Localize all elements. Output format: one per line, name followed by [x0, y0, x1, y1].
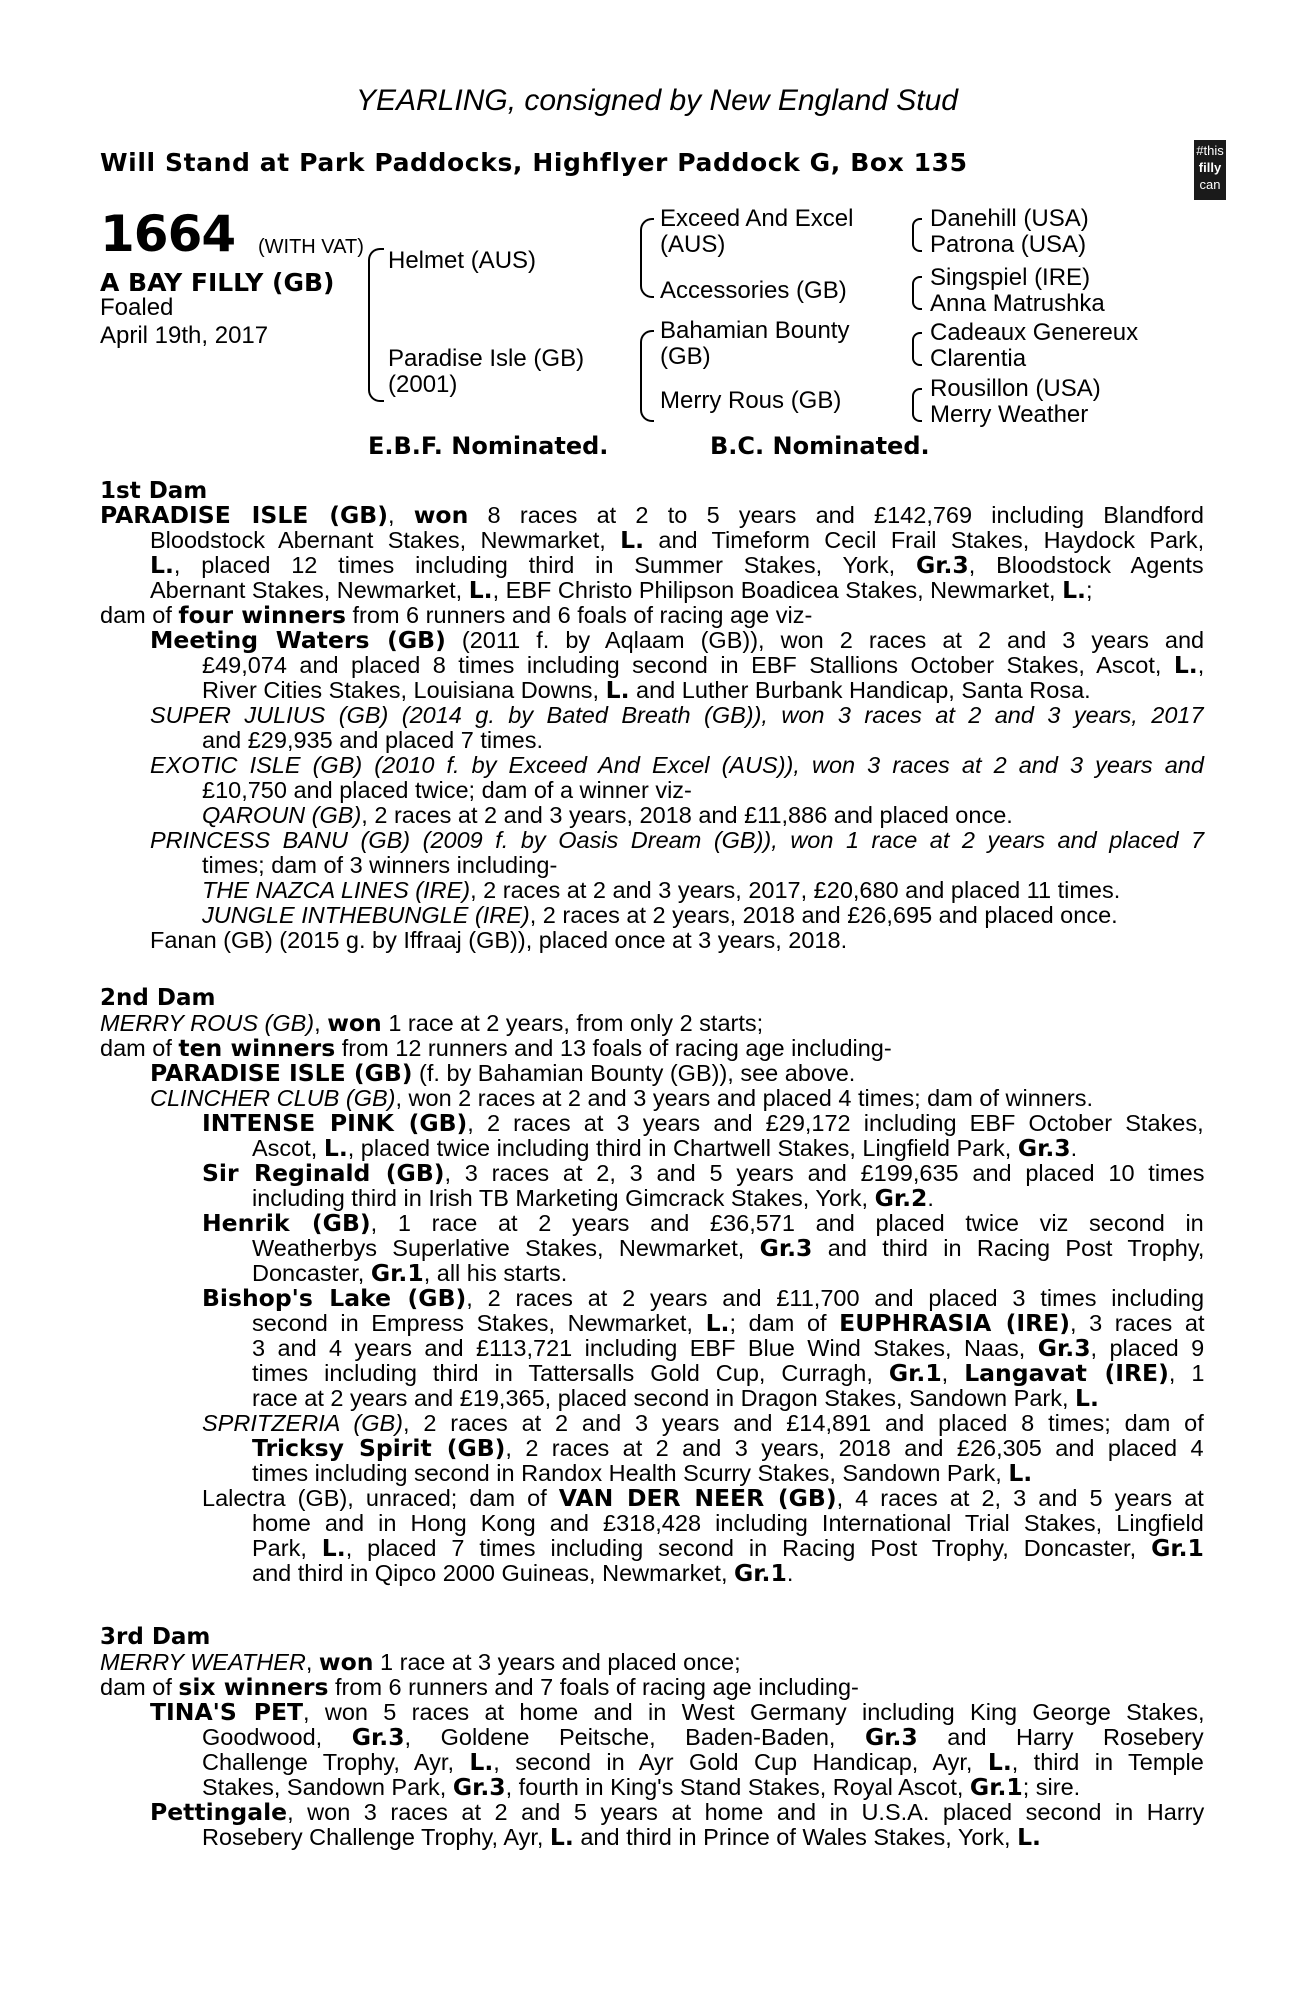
text-run: 1 race at 2 years, from only 2 starts;	[381, 1010, 764, 1036]
text-run: Ascot,	[252, 1135, 324, 1161]
pedigree-sss: Danehill (USA)	[930, 205, 1089, 232]
text-run: Pettingale	[150, 1798, 288, 1826]
text-run: and Luther Burbank Handicap, Santa Rosa.	[629, 677, 1091, 703]
text-run: Gr.3	[864, 1723, 918, 1751]
text-line	[202, 902, 1118, 928]
text-run: , 2 races at 2 and 3 years and £14,891 and placed 8 times; dam of	[402, 1410, 1204, 1436]
text-run: and third in Qipco 2000 Guineas, Newmarket,	[252, 1560, 735, 1586]
third-dam-heading: 3rd Dam	[100, 1624, 211, 1650]
text-run: Henrik (GB)	[202, 1209, 371, 1237]
text-line	[150, 552, 1204, 578]
pedigree-dss: Cadeaux Genereux	[930, 319, 1139, 346]
this-filly-can-logo	[1194, 140, 1226, 200]
text-line	[252, 1360, 1204, 1386]
text-run: MERRY ROUS (GB)	[100, 1010, 315, 1036]
text-run: , 2 races at 2 and 3 years, 2018 and £26,305 and placed 4	[505, 1435, 1204, 1461]
text-line	[202, 1485, 1204, 1511]
text-run: L.	[620, 526, 645, 554]
pedigree-sire-sire: Exceed And Excel	[660, 205, 854, 232]
text-line	[202, 1774, 1080, 1800]
text-line	[100, 1010, 763, 1036]
text-run: JUNGLE INTHEBUNGLE (IRE)	[202, 902, 530, 928]
text-line	[202, 852, 557, 878]
text-run: Meeting Waters (GB)	[150, 626, 446, 654]
text-line	[252, 1185, 934, 1211]
pedigree-dam-sire-country: (GB)	[660, 343, 711, 370]
pedigree-dds: Rousillon (USA)	[930, 375, 1101, 402]
text-line	[252, 1435, 1204, 1461]
text-line	[150, 827, 1204, 853]
text-run: L.	[468, 576, 493, 604]
text-run: , 4 races at 2, 3 and 5 years at	[836, 1485, 1204, 1511]
text-run: Gr.1	[734, 1559, 787, 1587]
text-run: Weatherbys Superlative Stakes, Newmarket,	[252, 1235, 760, 1261]
text-run: , won 2 races at 2 and 3 years and placed 4 times; dam of winners.	[395, 1085, 1094, 1111]
text-run: SUPER JULIUS (GB)	[150, 702, 389, 728]
text-run: Gr.3	[452, 1773, 506, 1801]
text-run: L.	[321, 1534, 346, 1562]
text-run: (2010 f. by Exceed And Excel (AUS)), won 3 races at 2 and 3 years and	[362, 752, 1204, 778]
text-run: Gr.2	[874, 1184, 928, 1212]
text-run: (2011 f. by Aqlaam (GB)), won 2 races at 2 and 3 years and	[445, 627, 1205, 653]
text-run: ,	[387, 502, 414, 528]
text-run: (f. by Bahamian Bounty (GB)), see above.	[412, 1060, 856, 1086]
text-run: (2014 g. by Bated Breath (GB)), won 3 races at 2 and 3 years, 2017	[388, 702, 1204, 728]
text-run: ;	[1085, 577, 1093, 603]
text-run: , second in Ayr Gold Cup Handicap, Ayr,	[493, 1749, 988, 1775]
text-run: ,	[1197, 652, 1205, 678]
text-run: Gr.3	[759, 1234, 813, 1262]
text-line	[202, 802, 1013, 828]
text-run: times including third in Tattersalls Gold Cup, Curragh,	[252, 1360, 889, 1386]
text-run: £49,074 and placed 8 times including second in EBF Stallions October Stakes, Ascot,	[202, 652, 1174, 678]
pedigree-sire: Helmet (AUS)	[388, 247, 537, 274]
pedigree-ddd: Merry Weather	[930, 401, 1089, 428]
text-run: ten winners	[178, 1034, 336, 1062]
text-line	[252, 1135, 1077, 1161]
text-run: Gr.3	[1017, 1134, 1071, 1162]
text-line	[202, 1410, 1204, 1436]
text-run: L.	[1008, 1459, 1033, 1487]
text-run: L.	[987, 1748, 1012, 1776]
text-line	[150, 927, 847, 953]
text-run: second in Empress Stakes, Newmarket,	[252, 1310, 706, 1336]
text-line	[100, 1035, 892, 1061]
text-run: L.	[323, 1134, 348, 1162]
text-run: PRINCESS BANU (GB)	[150, 827, 411, 853]
pedigree-bracket-dam	[640, 330, 654, 422]
text-run: L.	[1075, 1384, 1099, 1412]
text-run: SPRITZERIA (GB)	[202, 1410, 403, 1436]
pedigree-bracket-sd	[912, 276, 922, 310]
text-run: Goodwood,	[202, 1724, 352, 1750]
text-run: EXOTIC ISLE (GB)	[150, 752, 363, 778]
text-run: , won 5 races at home and in West Germany including King George Stakes,	[303, 1699, 1205, 1725]
text-run: and third in Racing Post Trophy,	[812, 1235, 1205, 1261]
text-run: EUPHRASIA (IRE)	[839, 1309, 1070, 1337]
text-run: and Timeform Cecil Frail Stakes, Haydock Park,	[644, 527, 1205, 553]
pedigree-dam-sire: Bahamian Bounty	[660, 317, 850, 344]
text-line	[100, 502, 1204, 528]
text-run: , 2 races at 2 years, 2018 and £26,695 and placed once.	[529, 902, 1118, 928]
text-line	[252, 1335, 1204, 1361]
pedigree-sire-sire-country: (AUS)	[660, 231, 726, 258]
text-line	[202, 777, 692, 803]
logo-text-1: #this	[1196, 143, 1224, 158]
foaled-date: April 19th, 2017	[100, 322, 269, 349]
text-line	[202, 1110, 1204, 1136]
first-dam-heading: 1st Dam	[100, 478, 208, 504]
text-run: Tricksy Spirit (GB)	[252, 1434, 506, 1462]
text-run: L.	[469, 1748, 494, 1776]
text-run: Sir Reginald (GB)	[202, 1159, 445, 1187]
text-run: .	[786, 1560, 794, 1586]
text-run: ; dam of	[729, 1310, 840, 1336]
text-run: Gr.1	[370, 1259, 424, 1287]
text-line	[150, 527, 1204, 553]
pedigree-ssd: Patrona (USA)	[930, 231, 1087, 258]
text-run: , placed twice including third in Chartwell Stakes, Lingfield Park,	[347, 1135, 1018, 1161]
text-run: from 6 runners and 7 foals of racing age including-	[328, 1674, 859, 1700]
pedigree-dsd: Clarentia	[930, 345, 1027, 372]
text-run: INTENSE PINK (GB)	[202, 1109, 468, 1137]
pedigree-bracket-dd	[912, 388, 922, 422]
text-run: Gr.1	[969, 1773, 1023, 1801]
text-run: , fourth in King's Stand Stakes, Royal Ascot,	[505, 1774, 970, 1800]
lot-number: 1664	[100, 205, 236, 263]
pedigree-sdd: Anna Matrushka	[930, 290, 1105, 317]
text-run: dam of	[100, 602, 179, 628]
foaled-label: Foaled	[100, 294, 174, 321]
pedigree-bracket-sire	[640, 218, 654, 298]
ebf-nomination: E.B.F. Nominated.	[368, 432, 609, 460]
text-run: River Cities Stakes, Louisiana Downs,	[202, 677, 606, 703]
text-run: L.	[1017, 1823, 1041, 1851]
text-run: home and in Hong Kong and £318,428 including International Trial Stakes, Lingfield	[252, 1510, 1204, 1536]
horse-description: A BAY FILLY (GB)	[100, 268, 335, 297]
text-run: THE NAZCA LINES (IRE)	[202, 877, 471, 903]
text-run: Bishop's Lake (GB)	[202, 1284, 467, 1312]
text-run: 1 race at 3 years and placed once;	[373, 1649, 741, 1675]
text-line	[202, 1749, 1204, 1775]
text-run: MERRY WEATHER	[100, 1649, 306, 1675]
text-run: , placed 12 times including third in Summer Stakes, York,	[173, 552, 916, 578]
text-run: PARADISE ISLE (GB)	[150, 1059, 413, 1087]
text-run: ,	[941, 1360, 965, 1386]
text-run: 3 and 4 years and £113,721 including EBF Blue Wind Stakes, Naas,	[252, 1335, 1038, 1361]
text-run: CLINCHER CLUB (GB)	[150, 1085, 396, 1111]
text-line	[202, 652, 1204, 678]
text-run: times; dam of 3 winners including-	[202, 852, 558, 878]
text-run: VAN DER NEER (GB)	[558, 1484, 837, 1512]
text-run: Langavat (IRE)	[964, 1359, 1169, 1387]
logo-text-3: can	[1199, 177, 1221, 192]
text-run: , 2 races at 2 and 3 years, 2018 and £11,886 and placed once.	[361, 802, 1013, 828]
stand-location: Will Stand at Park Paddocks, Highflyer Paddock G, Box 135	[100, 148, 968, 177]
text-run: , won 3 races at 2 and 5 years at home and in U.S.A. placed second in Harry	[287, 1799, 1205, 1825]
text-run: , 1	[1168, 1360, 1205, 1386]
text-line	[150, 1699, 1204, 1725]
bc-nomination: B.C. Nominated.	[710, 432, 930, 460]
pedigree-dam-dam: Merry Rous (GB)	[660, 387, 842, 414]
text-run: , 1 race at 2 years and £36,571 and placed twice viz second in	[370, 1210, 1204, 1236]
text-run: dam of	[100, 1674, 179, 1700]
text-run: six winners	[178, 1673, 329, 1701]
text-run: Doncaster,	[252, 1260, 371, 1286]
pedigree-bracket-ds	[912, 332, 922, 366]
text-line	[202, 1285, 1204, 1311]
text-run: including third in Irish TB Marketing Gimcrack Stakes, York,	[252, 1185, 875, 1211]
second-dam-heading: 2nd Dam	[100, 985, 216, 1011]
text-run: Gr.3	[915, 551, 969, 579]
text-line	[100, 1674, 859, 1700]
text-line	[202, 677, 1091, 703]
text-line	[252, 1385, 1099, 1411]
text-line	[202, 1160, 1204, 1186]
text-run: Stakes, Sandown Park,	[202, 1774, 453, 1800]
text-line	[100, 602, 812, 628]
text-run: Gr.1	[1151, 1534, 1204, 1562]
text-run: and £29,935 and placed 7 times.	[202, 727, 544, 753]
text-run: , Goldene Peitsche, Baden-Baden,	[404, 1724, 865, 1750]
text-run: L.	[150, 551, 174, 579]
text-line	[202, 1210, 1204, 1236]
pedigree-sds: Singspiel (IRE)	[930, 264, 1091, 291]
text-line	[150, 1799, 1204, 1825]
text-run: L.	[705, 1309, 730, 1337]
text-run: ,	[314, 1010, 328, 1036]
text-run: Fanan (GB) (2015 g. by Iffraaj (GB)), placed once at 3 years, 2018.	[150, 927, 848, 953]
pedigree-bracket-ss	[912, 218, 922, 252]
text-run: L.	[605, 676, 630, 704]
text-run: TINA'S PET	[150, 1698, 304, 1726]
text-run: Bloodstock Abernant Stakes, Newmarket,	[150, 527, 621, 553]
pedigree-dam-year: (2001)	[388, 371, 458, 398]
text-line	[252, 1235, 1204, 1261]
text-run: , placed 9	[1090, 1335, 1205, 1361]
text-run: from 6 runners and 6 foals of racing age viz-	[346, 602, 813, 628]
text-run: and third in Prince of Wales Stakes, York,	[573, 1824, 1018, 1850]
text-line	[252, 1510, 1204, 1536]
text-run: L.	[1173, 651, 1198, 679]
consignor-line: YEARLING, consigned by New England Stud	[355, 84, 958, 117]
text-run: , EBF Christo Philipson Boadicea Stakes, Newmarket,	[492, 577, 1063, 603]
text-line	[150, 752, 1204, 778]
text-run: won	[318, 1648, 374, 1676]
text-line	[100, 1649, 741, 1675]
text-run: won	[413, 501, 469, 529]
text-run: Gr.1	[888, 1359, 942, 1387]
text-run: L.	[549, 1823, 574, 1851]
pedigree-bracket-main	[368, 248, 384, 402]
text-run: and Harry Rosebery	[917, 1724, 1204, 1750]
text-line	[252, 1260, 567, 1286]
text-run: , 3 races at	[1069, 1310, 1205, 1336]
text-run: Challenge Trophy, Ayr,	[202, 1749, 470, 1775]
text-run: Gr.3	[1037, 1334, 1091, 1362]
text-run: , 2 races at 2 and 3 years, 2017, £20,680 and placed 11 times.	[470, 877, 1121, 903]
text-run: , placed 7 times including second in Racing Post Trophy, Doncaster,	[345, 1535, 1152, 1561]
text-line	[202, 1824, 1041, 1850]
text-run: ,	[305, 1649, 319, 1675]
text-run: Abernant Stakes, Newmarket,	[150, 577, 469, 603]
text-line	[150, 1060, 855, 1086]
text-run: PARADISE ISLE (GB)	[100, 501, 388, 529]
text-run: Park,	[252, 1535, 322, 1561]
text-run: Lalectra (GB), unraced; dam of	[202, 1485, 559, 1511]
text-line	[252, 1560, 793, 1586]
text-run: four winners	[178, 601, 346, 629]
vat-note: (WITH VAT)	[258, 236, 364, 258]
text-run: 8 races at 2 to 5 years and £142,769 including Blandford	[468, 502, 1204, 528]
text-run: dam of	[100, 1035, 179, 1061]
text-line	[202, 877, 1120, 903]
text-line	[252, 1460, 1032, 1486]
text-run: L.	[1062, 576, 1086, 604]
text-line	[150, 1085, 1093, 1111]
text-run: (2009 f. by Oasis Dream (GB)), won 1 race at 2 years and placed 7	[410, 827, 1205, 853]
text-run: .	[1070, 1135, 1078, 1161]
text-run: Gr.3	[351, 1723, 405, 1751]
text-run: Rosebery Challenge Trophy, Ayr,	[202, 1824, 550, 1850]
text-run: £10,750 and placed twice; dam of a winner viz-	[202, 777, 692, 803]
text-run: from 12 runners and 13 foals of racing age including-	[335, 1035, 892, 1061]
text-run: , all his starts.	[423, 1260, 568, 1286]
text-run: times including second in Randox Health Scurry Stakes, Sandown Park,	[252, 1460, 1009, 1486]
text-line	[202, 727, 543, 753]
text-run: , 3 races at 2, 3 and 5 years and £199,635 and placed 10 times	[444, 1160, 1205, 1186]
text-line	[150, 577, 1093, 603]
text-line	[150, 627, 1204, 653]
text-line	[252, 1310, 1204, 1336]
text-line	[252, 1535, 1204, 1561]
text-line	[202, 1724, 1204, 1750]
text-line	[150, 702, 1204, 728]
text-run: , third in Temple	[1011, 1749, 1204, 1775]
text-run: , 2 races at 3 years and £29,172 including EBF October Stakes,	[467, 1110, 1204, 1136]
text-run: , Bloodstock Agents	[968, 552, 1204, 578]
text-run: , 2 races at 2 years and £11,700 and placed 3 times including	[466, 1285, 1205, 1311]
logo-text-2: filly	[1198, 160, 1222, 175]
pedigree-sire-dam: Accessories (GB)	[660, 277, 847, 304]
text-run: .	[927, 1185, 934, 1211]
pedigree-dam: Paradise Isle (GB)	[388, 345, 585, 372]
text-run: QAROUN (GB)	[202, 802, 362, 828]
text-run: won	[327, 1009, 382, 1037]
text-run: ; sire.	[1022, 1774, 1081, 1800]
text-run: race at 2 years and £19,365, placed second in Dragon Stakes, Sandown Park,	[252, 1385, 1076, 1411]
